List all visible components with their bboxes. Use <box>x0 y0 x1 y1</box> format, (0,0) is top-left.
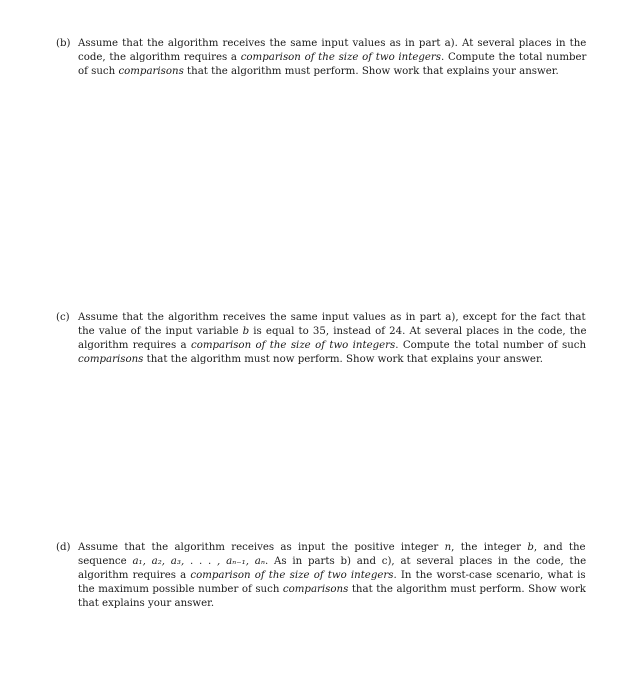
text-segment: . As in parts b) and c), at several places in the code, the <box>264 556 587 567</box>
text-segment: Assume that the algorithm receives the same input values as in part a). At several places in the <box>78 38 587 49</box>
text-segment: , the integer <box>451 542 528 553</box>
question-c <box>56 311 586 367</box>
text-segment: . In the worst-case scenario, what is <box>393 570 586 581</box>
emphasized-text: comparison of the size of two integers <box>190 570 394 581</box>
emphasized-text: comparisons <box>78 354 144 365</box>
text-segment: of such <box>78 66 119 77</box>
emphasized-text: n <box>444 542 452 553</box>
text-line <box>78 325 586 339</box>
text-line <box>78 597 586 611</box>
emphasized-text: comparison of the size of two integers <box>190 340 396 351</box>
text-segment: sequence <box>78 556 133 567</box>
text-line <box>78 37 586 51</box>
text-line <box>78 51 586 65</box>
text-line <box>78 541 586 555</box>
text-line <box>78 555 586 569</box>
emphasized-text: b <box>527 542 534 553</box>
text-line <box>78 339 586 353</box>
question-text <box>78 311 586 367</box>
emphasized-text: comparisons <box>118 66 184 77</box>
question-text <box>78 37 586 79</box>
emphasized-text: comparison of the size of two integers <box>240 52 442 63</box>
text-segment: code, the algorithm requires a <box>78 52 241 63</box>
text-segment: is equal to 35, instead of 24. At several places in the code, the <box>249 326 587 337</box>
text-segment: . Compute the total number of such <box>395 340 587 351</box>
text-line <box>78 583 586 597</box>
emphasized-text: comparisons <box>282 584 349 595</box>
text-segment: that the algorithm must now perform. Show work that explains your answer. <box>143 354 543 365</box>
text-segment: Assume that the algorithm receives as input the positive integer <box>78 542 445 553</box>
text-segment: algorithm requires a <box>78 570 191 581</box>
emphasized-text: b <box>242 326 250 337</box>
text-segment: the maximum possible number of such <box>78 584 283 595</box>
emphasized-text: a₁, a₂, a₃, . . . , aₙ₋₁, aₙ <box>132 556 265 567</box>
question-d <box>56 541 586 611</box>
question-text <box>78 541 586 611</box>
question-label: (d) <box>56 542 71 553</box>
text-segment: that explains your answer. <box>78 598 215 609</box>
text-segment: . Compute the total number <box>441 52 587 63</box>
text-segment: the value of the input variable <box>78 326 243 337</box>
text-segment: that the algorithm must perform. Show work that explains your answer. <box>183 66 559 77</box>
text-segment: algorithm requires a <box>78 340 191 351</box>
question-b <box>56 37 586 79</box>
text-line <box>78 353 586 367</box>
text-segment: that the algorithm must perform. Show work <box>348 584 586 595</box>
text-segment: , and the <box>533 542 586 553</box>
question-label: (b) <box>56 38 71 49</box>
question-label: (c) <box>56 312 70 323</box>
text-line <box>78 311 586 325</box>
text-line <box>78 65 586 79</box>
text-segment: Assume that the algorithm receives the same input values as in part a), except for the fact that <box>78 312 586 323</box>
text-line <box>78 569 586 583</box>
